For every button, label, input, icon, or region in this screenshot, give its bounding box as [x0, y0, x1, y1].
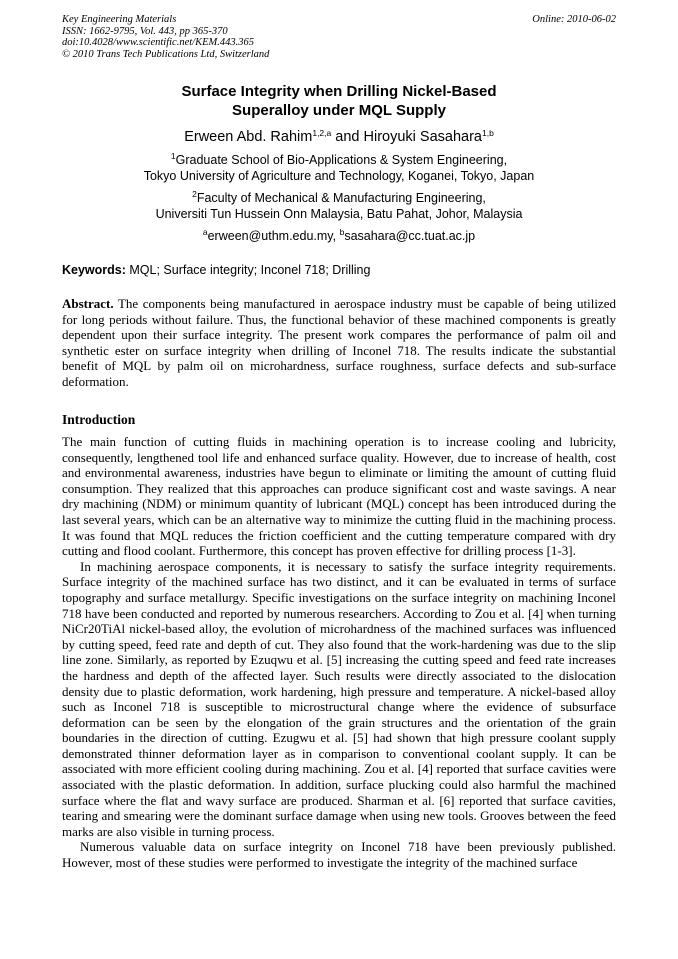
keywords-label: Keywords:	[62, 263, 126, 277]
abstract-text: The components being manufactured in aerospace industry must be capable of being utilized for long periods without failure. Thus, the functional behavior of these machined components is greatly dependent upon their surface integrity. The present work compares the performance of palm oil and synthetic ester on surface integrity when drilling of Inconel 718. The results indicate the substantial benefit of MQL by palm oil on microhardness, surface roughness, surface defects and sub-surface deformation.	[62, 296, 616, 389]
affiliation-1	[62, 152, 616, 184]
email-b-mark: b	[339, 227, 345, 237]
affiliation-2-line-2: Universiti Tun Hussein Onn Malaysia, Batu Pahat, Johor, Malaysia	[155, 207, 523, 221]
affiliation-1-mark: 1	[170, 151, 176, 161]
journal-header	[62, 14, 616, 60]
email-b: sasahara@cc.tuat.ac.jp	[344, 229, 476, 243]
section-heading-introduction: Introduction	[62, 412, 136, 427]
journal-name: Key Engineering Materials	[62, 14, 177, 25]
author-2-affiliation-mark: 1,b	[481, 128, 494, 138]
affiliation-2	[62, 190, 616, 222]
abstract-label: Abstract.	[62, 296, 114, 311]
author-1-name: Erween Abd. Rahim	[184, 129, 313, 145]
doi-line: doi:10.4028/www.scientific.net/KEM.443.365	[62, 37, 254, 48]
keywords-text: MQL; Surface integrity; Inconel 718; Drilling	[125, 263, 371, 277]
author-emails	[62, 228, 616, 244]
affiliation-1-line-1: Graduate School of Bio-Applications & System Engineering,	[175, 153, 508, 167]
intro-paragraph-3: Numerous valuable data on surface integrity on Inconel 718 have been previously published. However, most of these studies were performed to investigate the integrity of the machined surface	[62, 839, 616, 871]
email-a-mark: a	[202, 227, 208, 237]
issn-line: ISSN: 1662-9795, Vol. 443, pp 365-370	[62, 25, 228, 37]
abstract	[62, 296, 616, 390]
keywords	[62, 263, 616, 278]
affiliation-2-line-1: Faculty of Mechanical & Manufacturing Engineering,	[196, 191, 486, 205]
paper-title	[62, 82, 616, 120]
title-line-2: Superalloy under MQL Supply	[232, 102, 446, 119]
affiliation-2-mark: 2	[192, 189, 197, 199]
intro-paragraph-1: The main function of cutting fluids in machining operation is to increase cooling and lubricity, consequently, lengthened tool life and enhanced surface quality. However, due to increase of health, cost and environmental awareness, industries have begun to eliminate or limiting the amount of cutting fluid consumption. They realized that this approaches can produce significant cost and waste savings. A near dry machining (NDM) or minimum quantity of lubricant (MQL) concept has been introduced during the last several years, which can be an alternative way to minimize the cutting fluid in the machining process. It was found that MQL reduces the friction coefficient and the cutting temperature compared with dry cutting and flood coolant. Furthermore, this concept has proven effective for drilling process [1-3].	[62, 434, 616, 559]
copyright-line: © 2010 Trans Tech Publications Ltd, Switzerland	[62, 48, 270, 60]
title-line-1: Surface Integrity when Drilling Nickel-Based	[181, 83, 497, 100]
author-1-affiliation-mark: 1,2,a	[312, 128, 332, 138]
author-2-name: Hiroyuki Sasahara	[363, 129, 482, 145]
online-date: Online: 2010-06-02	[532, 14, 616, 25]
author-list	[62, 128, 616, 146]
email-a: erween@uthm.edu.my,	[207, 229, 340, 243]
author-connector: and	[331, 129, 364, 145]
intro-paragraph-2: In machining aerospace components, it is necessary to satisfy the surface integrity requirements. Surface integrity of the machined surface has two distinct, and it can be evaluated in terms of surface topography and surface metallurgy. Specific investigations on the surface integrity on machining Inconel 718 have been conducted and reported by numerous researchers. According to Zou et al. [4] when turning NiCr20TiAl nickel-based alloy, the evolution of microhardness of the machined surfaces was influenced by cutting speed, feed rate and depth of cut. They also found that the work-hardening was due to the slip line zone. Similarly, as reported by Ezuqwu et al. [5] increasing the cutting speed and feed rate increases the hardness and depth of the affected layer. Such results were directly associated to the dislocation density due to plastic deformation, work hardening, high pressure and temperature. A nickel-based alloy such as Inconel 718 is susceptible to microstructural change where the evidence of subsurface deformation can be seen by the elongation of the grain structures and the orientation of the grain boundaries in the direction of cutting. Ezugwu et al. [5] had shown that high pressure coolant supply demonstrated thinner deformation layer as in comparison to conventional coolant supply. It can be associated with more efficient cooling during machining. Zou et al. [4] reported that surface cavities were associated with the plastic deformation. In addition, surface plucking could also harmful the machined surface where the flat and wavy surface are produced. Sharman et al. [6] reported that surface cavities, tearing and smearing were the dominant surface damage when using new tools. Grooves between the feed marks are also visible in turning process.	[62, 558, 616, 839]
introduction-body	[62, 434, 616, 871]
affiliation-1-line-2: Tokyo University of Agriculture and Technology, Koganei, Tokyo, Japan	[143, 169, 535, 183]
